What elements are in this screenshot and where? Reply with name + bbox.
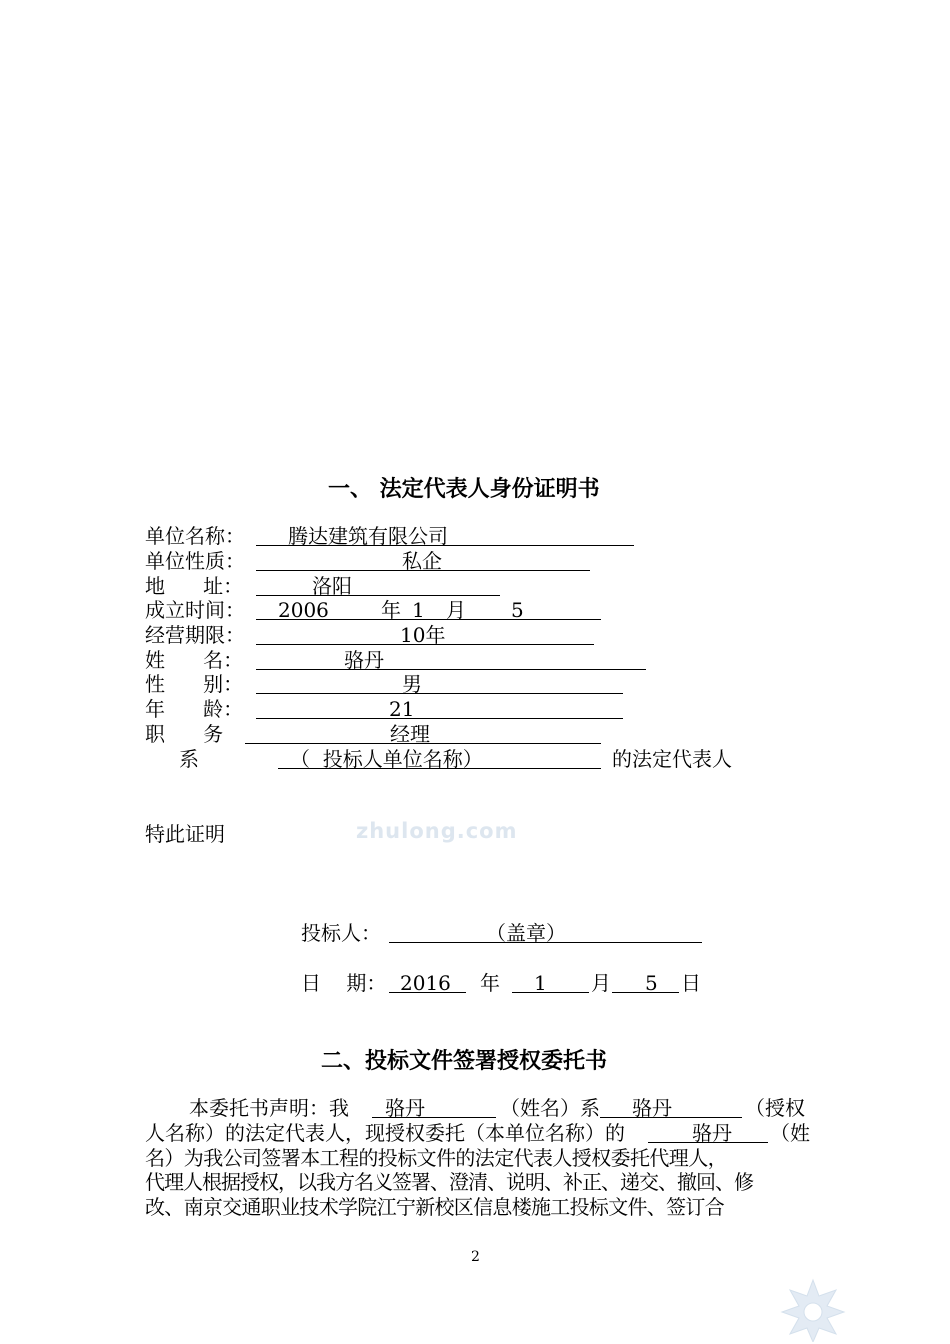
underline-gender: [256, 693, 623, 694]
value-founded-month: 1: [412, 598, 425, 622]
underline-unit-nature: [256, 570, 590, 571]
page-number: 2: [471, 1249, 480, 1265]
xi-value: （ 投标人单位名称）: [290, 747, 483, 771]
label-unit-nature: 单位性质：: [145, 549, 245, 573]
date-month: 1: [534, 971, 547, 995]
p1-text-a: 本委托书声明：我: [189, 1096, 349, 1120]
p2-text-a: 人名称）的法定代表人，现授权委托（本单位名称）的: [145, 1121, 625, 1145]
underline-date-day: [612, 992, 679, 993]
p3-text: 名）为我公司签署本工程的投标文件的法定代表人授权委托代理人，: [145, 1146, 727, 1170]
underline-p2-name: [648, 1142, 768, 1143]
date-label-text: 日 期：: [301, 971, 387, 995]
underline-age: [256, 718, 623, 719]
value-founded-month-unit: 月: [446, 598, 466, 622]
value-term: 10年: [400, 623, 446, 647]
value-founded-year-unit: 年: [381, 598, 401, 622]
value-founded-year: 2006: [278, 598, 329, 622]
label-founded: 成立时间：: [145, 598, 245, 622]
xi-suffix: 的法定代表人: [612, 747, 732, 771]
value-unit-name: 腾达建筑有限公司: [288, 524, 448, 548]
label-address-text: 地 址：: [145, 574, 244, 598]
date-year-unit: 年: [480, 971, 500, 995]
p4-text: 代理人根据授权，以我方名义签署、澄清、说明、补正、递交、撤回、修: [145, 1170, 753, 1194]
date-year: 2016: [400, 971, 451, 995]
underline-unit-name: [256, 545, 634, 546]
certify-text: 特此证明: [145, 822, 225, 846]
underline-date-month: [512, 992, 589, 993]
label-term: 经营期限：: [145, 623, 245, 647]
underline-p1-name2: [600, 1117, 742, 1118]
value-address: 洛阳: [312, 574, 352, 598]
label-gender: [145, 672, 243, 696]
date-day-unit: 日: [681, 971, 701, 995]
value-name: 骆丹: [344, 648, 384, 672]
label-position: [145, 722, 223, 746]
value-position: 经理: [390, 722, 430, 746]
label-unit-name: 单位名称：: [145, 524, 245, 548]
value-unit-nature: 私企: [402, 549, 442, 573]
label-position-text: 职 务: [145, 722, 224, 746]
underline-date-year: [389, 992, 466, 993]
bidder-label: 投标人：: [301, 921, 381, 945]
section1-title: 一、 法定代表人身份证明书: [328, 477, 600, 502]
underline-p1-name1: [372, 1117, 496, 1118]
label-gender-text: 性 别：: [145, 672, 244, 696]
value-age: 21: [389, 697, 415, 721]
underline-bidder: [389, 942, 702, 943]
date-label: [301, 971, 386, 995]
underline-position: [245, 743, 601, 744]
snowflake-logo-icon: [778, 1276, 848, 1342]
date-month-unit: 月: [591, 971, 611, 995]
value-founded-day: 5: [511, 598, 524, 622]
underline-founded: [256, 619, 601, 620]
label-name: [145, 648, 243, 672]
p1-text-c: （授权: [745, 1096, 805, 1120]
label-address: [145, 574, 243, 598]
value-gender: 男: [402, 672, 422, 696]
p1-name1: 骆丹: [385, 1096, 425, 1120]
p1-text-b: （姓名）系: [500, 1096, 600, 1120]
date-day: 5: [645, 971, 658, 995]
xi-label: 系: [179, 747, 199, 771]
section2-title: 二、投标文件签署授权委托书: [321, 1049, 608, 1074]
label-age-text: 年 龄：: [145, 697, 244, 721]
p2-text-b: （姓: [770, 1121, 810, 1145]
p1-name2: 骆丹: [632, 1096, 672, 1120]
underline-name: [256, 669, 646, 670]
label-age: [145, 697, 243, 721]
p2-name: 骆丹: [692, 1121, 732, 1145]
underline-address: [256, 595, 500, 596]
p5-text: 改、南京交通职业技术学院江宁新校区信息楼施工投标文件、签订合: [145, 1195, 724, 1219]
watermark: zhulong.com: [356, 819, 518, 843]
bidder-value: （盖章）: [486, 921, 566, 945]
underline-term: [256, 644, 594, 645]
label-name-text: 姓 名：: [145, 648, 244, 672]
underline-xi: [278, 768, 601, 769]
